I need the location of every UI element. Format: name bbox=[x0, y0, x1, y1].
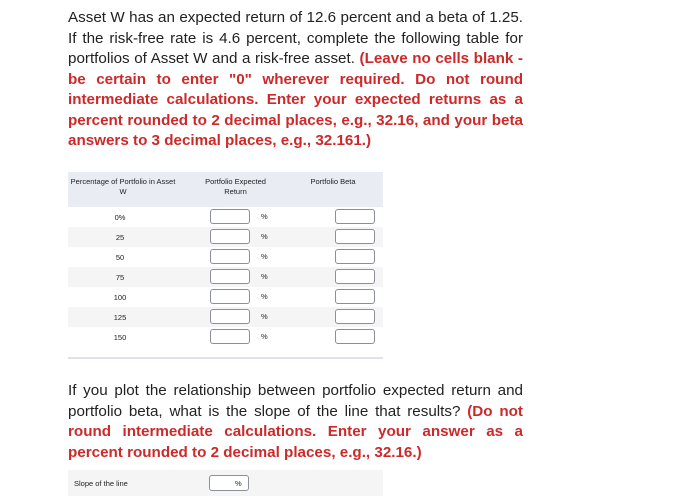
beta-input[interactable] bbox=[335, 309, 375, 324]
slope-row bbox=[68, 470, 383, 496]
percent-unit: % bbox=[261, 292, 268, 301]
question-text bbox=[68, 8, 523, 152]
header-expected-return: Portfolio Expected Return bbox=[205, 177, 266, 196]
percentage-cell: 100 bbox=[113, 293, 127, 302]
expected-return-input[interactable] bbox=[210, 209, 250, 224]
expected-return-input[interactable] bbox=[210, 269, 250, 284]
table-row bbox=[68, 207, 383, 227]
slope-question-text bbox=[68, 381, 523, 463]
question-instructions: (Leave no cells blank - be certain to enter "0" wherever required. Do not round intermediate calculations. Enter your expected returns as a percent rounded to 2 decimal places, e.g., 32.16, and your beta answers to 3 decimal places, e.g., 32.161.) bbox=[68, 50, 523, 149]
expected-return-input[interactable] bbox=[210, 229, 250, 244]
beta-input[interactable] bbox=[335, 269, 375, 284]
table-row bbox=[68, 227, 383, 247]
table-row bbox=[68, 327, 383, 347]
percent-unit: % bbox=[261, 332, 268, 341]
beta-input[interactable] bbox=[335, 249, 375, 264]
expected-return-input[interactable] bbox=[210, 289, 250, 304]
table-header bbox=[68, 172, 383, 207]
table-row bbox=[68, 307, 383, 327]
header-beta: Portfolio Beta bbox=[310, 177, 356, 186]
percent-unit: % bbox=[261, 272, 268, 281]
slope-question-plain-text: If you plot the relationship between portfolio expected return and portfolio beta, what is the slope of the line that results? bbox=[68, 382, 523, 420]
header-percentage: Percentage of Portfolio in Asset W bbox=[70, 177, 176, 196]
percentage-cell: 125 bbox=[113, 313, 127, 322]
percentage-cell: 75 bbox=[115, 273, 125, 282]
slope-input[interactable] bbox=[209, 475, 249, 491]
beta-input[interactable] bbox=[335, 289, 375, 304]
slope-label: Slope of the line bbox=[74, 479, 128, 488]
portfolio-table bbox=[68, 172, 383, 360]
question-plain-text: Asset W has an expected return of 12.6 percent and a beta of 1.25. If the risk-free rate is 4.6 percent, complete the following table for portfolios of Asset W and a risk-free asset. bbox=[68, 9, 523, 67]
percent-unit: % bbox=[261, 312, 268, 321]
table-row bbox=[68, 287, 383, 307]
table-row bbox=[68, 267, 383, 287]
slope-question-instructions: (Do not round intermediate calculations. Enter your answer as a percent rounded to 2 decimal places, e.g., 32.16.) bbox=[68, 402, 523, 461]
expected-return-input[interactable] bbox=[210, 329, 250, 344]
expected-return-input[interactable] bbox=[210, 249, 250, 264]
percentage-cell: 150 bbox=[113, 333, 127, 342]
percentage-cell: 50 bbox=[115, 253, 125, 262]
beta-input[interactable] bbox=[335, 209, 375, 224]
percentage-cell: 25 bbox=[115, 233, 125, 242]
percent-unit: % bbox=[261, 212, 268, 221]
table-divider bbox=[68, 357, 383, 359]
percentage-cell: 0% bbox=[114, 213, 126, 222]
beta-input[interactable] bbox=[335, 229, 375, 244]
percent-unit: % bbox=[261, 252, 268, 261]
beta-input[interactable] bbox=[335, 329, 375, 344]
table-body bbox=[68, 207, 383, 354]
percent-unit: % bbox=[261, 232, 268, 241]
expected-return-input[interactable] bbox=[210, 309, 250, 324]
slope-percent-unit: % bbox=[235, 479, 242, 488]
table-row bbox=[68, 247, 383, 267]
